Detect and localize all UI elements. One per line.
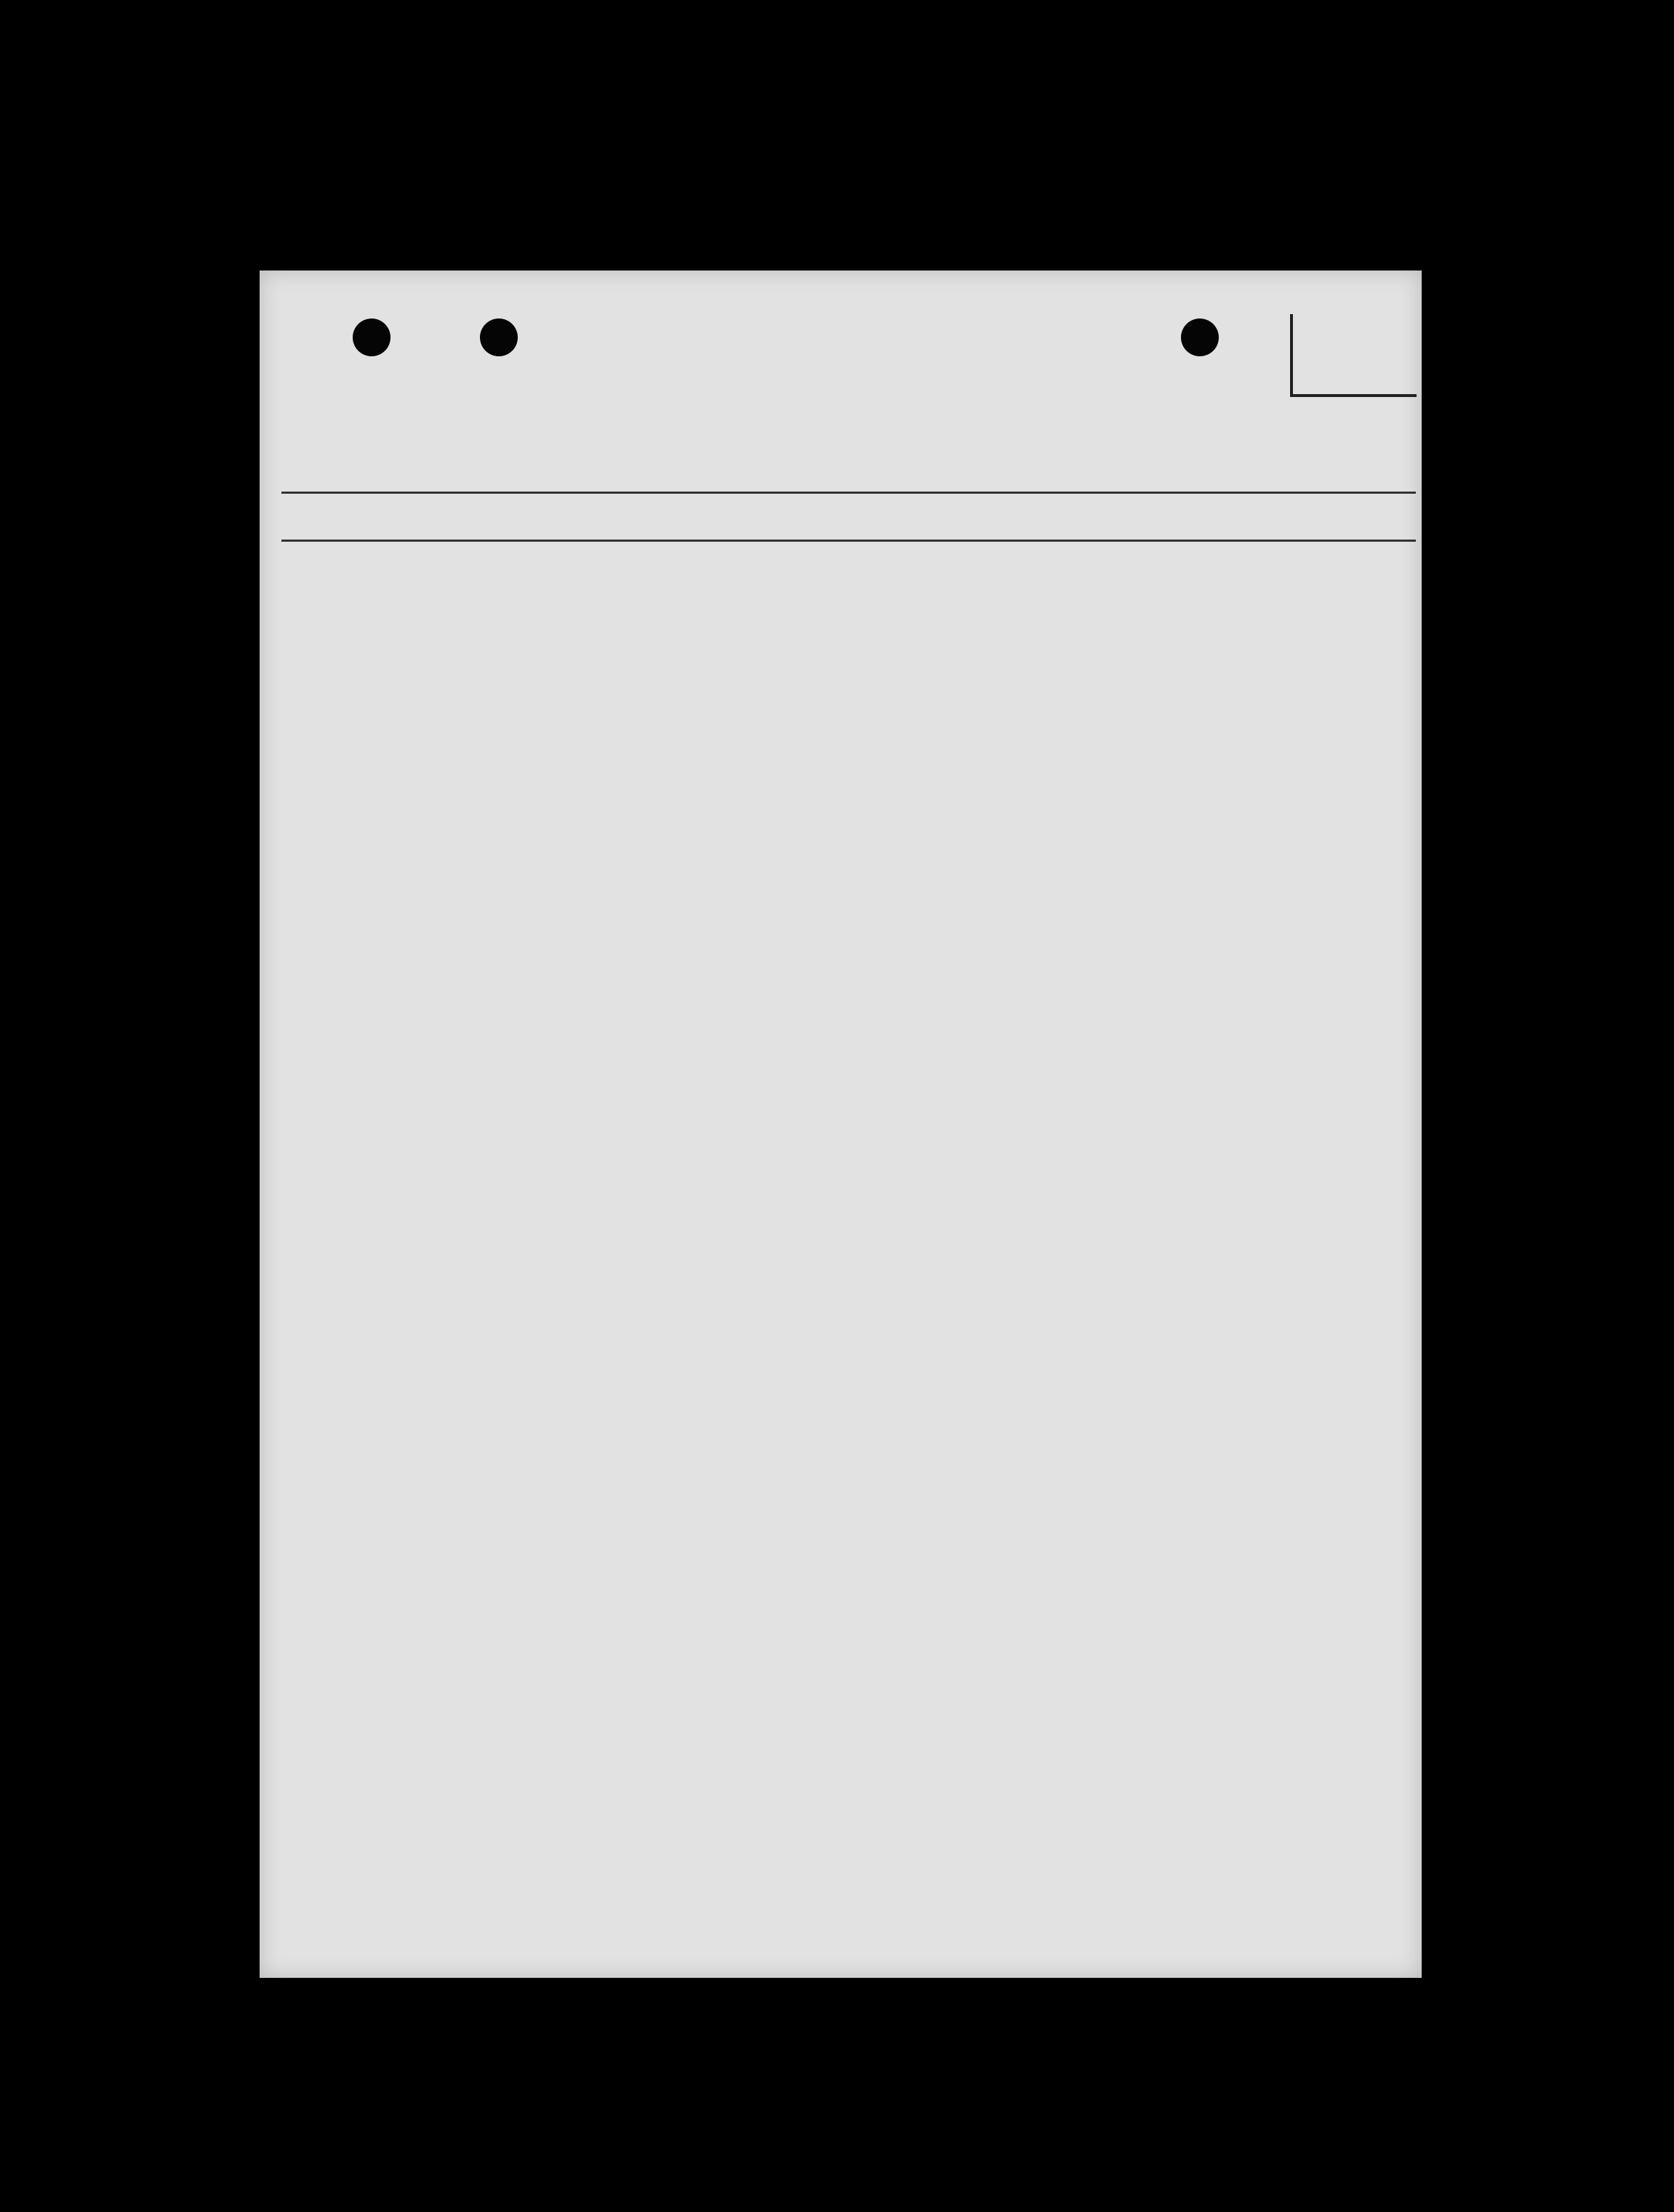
manifest-grid xyxy=(260,271,1422,1978)
manifest-sheet xyxy=(260,271,1422,1978)
